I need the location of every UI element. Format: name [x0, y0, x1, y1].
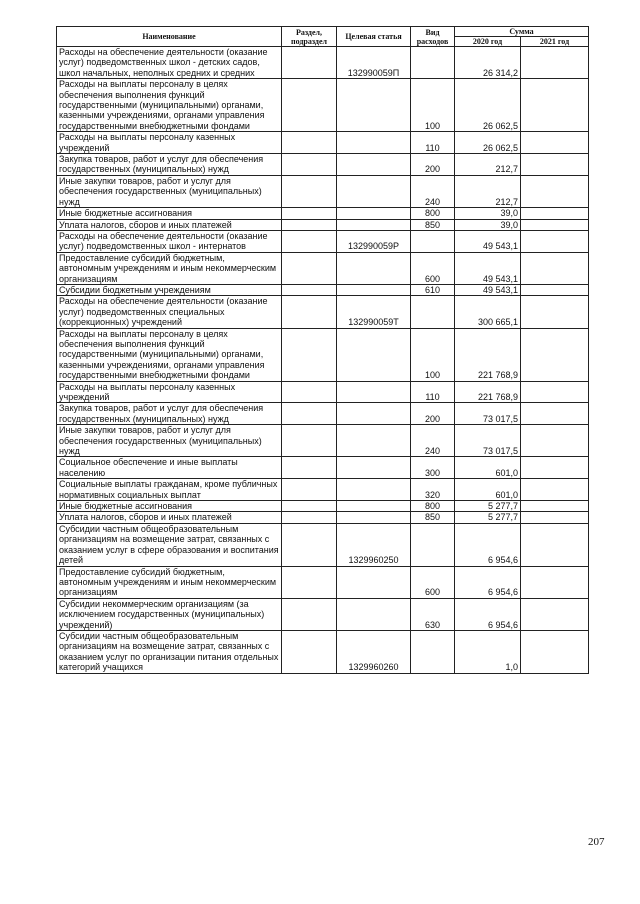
cell-target	[337, 566, 411, 598]
table-row	[57, 403, 589, 425]
cell-2020: 73 017,5	[455, 403, 521, 425]
table-row	[57, 208, 589, 219]
header-name: Наименование	[57, 27, 282, 47]
cell-2020: 6 954,6	[455, 598, 521, 630]
cell-target: 132990059Р	[337, 230, 411, 252]
cell-section	[282, 598, 337, 630]
cell-2021	[521, 219, 589, 230]
cell-type: 610	[411, 284, 455, 295]
cell-target	[337, 252, 411, 284]
cell-name: Социальное обеспечение и иные выплаты населению	[57, 457, 282, 479]
budget-table	[56, 26, 589, 674]
cell-target: 132990059Т	[337, 296, 411, 328]
table-row	[57, 630, 589, 673]
cell-2021	[521, 132, 589, 154]
cell-2021	[521, 328, 589, 381]
table-row	[57, 230, 589, 252]
cell-section	[282, 132, 337, 154]
cell-2020: 5 277,7	[455, 512, 521, 523]
cell-name: Закупка товаров, работ и услуг для обеспечения государственных (муниципальных) нужд	[57, 403, 282, 425]
cell-target	[337, 457, 411, 479]
cell-target	[337, 154, 411, 176]
cell-section	[282, 425, 337, 457]
cell-2021	[521, 457, 589, 479]
table-row	[57, 457, 589, 479]
table-row	[57, 47, 589, 79]
cell-target: 1329960260	[337, 630, 411, 673]
table-row	[57, 512, 589, 523]
cell-2021	[521, 501, 589, 512]
table-row	[57, 79, 589, 132]
cell-type	[411, 630, 455, 673]
cell-name: Субсидии частным общеобразовательным организациям на возмещение затрат, связанных с оказанием услуг по организации питания отдельных категорий учащихся	[57, 630, 282, 673]
cell-name: Уплата налогов, сборов и иных платежей	[57, 512, 282, 523]
cell-type: 600	[411, 252, 455, 284]
cell-section	[282, 47, 337, 79]
cell-section	[282, 381, 337, 403]
cell-name: Субсидии бюджетным учреждениям	[57, 284, 282, 295]
table-row	[57, 252, 589, 284]
cell-type: 600	[411, 566, 455, 598]
header-year-2020: 2020 год	[455, 37, 521, 47]
table-row	[57, 479, 589, 501]
cell-2020: 49 543,1	[455, 230, 521, 252]
cell-section	[282, 501, 337, 512]
cell-type	[411, 47, 455, 79]
cell-section	[282, 154, 337, 176]
cell-type	[411, 523, 455, 566]
cell-2021	[521, 566, 589, 598]
header-target: Целевая статья	[337, 27, 411, 47]
table-body	[57, 47, 589, 674]
cell-name: Субсидии некоммерческим организациям (за исключением государственных (муниципальных) учреждений)	[57, 598, 282, 630]
cell-section	[282, 175, 337, 207]
table-row	[57, 328, 589, 381]
cell-type: 200	[411, 154, 455, 176]
cell-target	[337, 219, 411, 230]
cell-section	[282, 208, 337, 219]
cell-2020: 5 277,7	[455, 501, 521, 512]
cell-name: Расходы на выплаты персоналу казенных учреждений	[57, 381, 282, 403]
cell-type: 800	[411, 208, 455, 219]
cell-name: Иные бюджетные ассигнования	[57, 501, 282, 512]
cell-name: Расходы на выплаты персоналу в целях обеспечения выполнения функций государственными (муниципальными) органами, казенными учреждениями, органами управления государственными внебюджетными фондами	[57, 79, 282, 132]
cell-2021	[521, 403, 589, 425]
cell-type: 240	[411, 175, 455, 207]
cell-name: Расходы на выплаты персоналу казенных учреждений	[57, 132, 282, 154]
cell-2021	[521, 284, 589, 295]
cell-2021	[521, 79, 589, 132]
cell-target	[337, 381, 411, 403]
cell-section	[282, 219, 337, 230]
cell-section	[282, 79, 337, 132]
cell-2020: 601,0	[455, 479, 521, 501]
cell-target	[337, 403, 411, 425]
table-row	[57, 219, 589, 230]
cell-section	[282, 512, 337, 523]
cell-2020: 49 543,1	[455, 284, 521, 295]
cell-2021	[521, 425, 589, 457]
cell-type: 300	[411, 457, 455, 479]
cell-type: 800	[411, 501, 455, 512]
cell-2021	[521, 296, 589, 328]
cell-2021	[521, 381, 589, 403]
cell-type	[411, 230, 455, 252]
cell-type: 630	[411, 598, 455, 630]
cell-type: 850	[411, 512, 455, 523]
cell-2020: 300 665,1	[455, 296, 521, 328]
cell-section	[282, 523, 337, 566]
cell-2020: 39,0	[455, 219, 521, 230]
cell-target	[337, 208, 411, 219]
cell-name: Иные бюджетные ассигнования	[57, 208, 282, 219]
cell-section	[282, 403, 337, 425]
cell-target	[337, 479, 411, 501]
table-row	[57, 296, 589, 328]
cell-type: 110	[411, 132, 455, 154]
table-header	[57, 27, 589, 47]
cell-type: 110	[411, 381, 455, 403]
cell-name: Предоставление субсидий бюджетным, автономным учреждениям и иным некоммерческим организациям	[57, 252, 282, 284]
cell-2020: 73 017,5	[455, 425, 521, 457]
cell-section	[282, 566, 337, 598]
table-row	[57, 523, 589, 566]
cell-2020: 601,0	[455, 457, 521, 479]
cell-target: 1329960250	[337, 523, 411, 566]
cell-2020: 26 314,2	[455, 47, 521, 79]
table-row	[57, 381, 589, 403]
cell-2020: 212,7	[455, 175, 521, 207]
cell-2020: 26 062,5	[455, 132, 521, 154]
cell-name: Субсидии частным общеобразовательным организациям на возмещение затрат, связанных с оказанием услуг в сфере образования и воспитания детей	[57, 523, 282, 566]
cell-name: Расходы на обеспечение деятельности (оказание услуг) подведомственных школ - интернатов	[57, 230, 282, 252]
cell-2021	[521, 479, 589, 501]
cell-type: 100	[411, 79, 455, 132]
cell-type: 200	[411, 403, 455, 425]
cell-2020: 26 062,5	[455, 79, 521, 132]
cell-2020: 6 954,6	[455, 566, 521, 598]
header-sum: Сумма	[455, 27, 589, 37]
cell-target	[337, 328, 411, 381]
table-row	[57, 284, 589, 295]
table-row	[57, 175, 589, 207]
cell-target	[337, 425, 411, 457]
cell-type	[411, 296, 455, 328]
page-number: 207	[588, 836, 605, 848]
cell-target	[337, 598, 411, 630]
cell-2021	[521, 630, 589, 673]
table-row	[57, 425, 589, 457]
cell-section	[282, 296, 337, 328]
cell-type: 320	[411, 479, 455, 501]
table-row	[57, 598, 589, 630]
table-row	[57, 566, 589, 598]
cell-name: Уплата налогов, сборов и иных платежей	[57, 219, 282, 230]
cell-name: Расходы на выплаты персоналу в целях обеспечения выполнения функций государственными (муниципальными) органами, казенными учреждениями, органами управления государственными внебюджетными фондами	[57, 328, 282, 381]
cell-2021	[521, 512, 589, 523]
cell-section	[282, 479, 337, 501]
cell-name: Иные закупки товаров, работ и услуг для обеспечения государственных (муниципальных) нужд	[57, 175, 282, 207]
cell-target	[337, 175, 411, 207]
cell-2020: 221 768,9	[455, 328, 521, 381]
cell-target	[337, 132, 411, 154]
cell-name: Предоставление субсидий бюджетным, автономным учреждениям и иным некоммерческим организациям	[57, 566, 282, 598]
cell-section	[282, 252, 337, 284]
cell-name: Иные закупки товаров, работ и услуг для обеспечения государственных (муниципальных) нужд	[57, 425, 282, 457]
cell-2021	[521, 523, 589, 566]
header-year-2021: 2021 год	[521, 37, 589, 47]
cell-target	[337, 501, 411, 512]
cell-section	[282, 284, 337, 295]
header-section: Раздел, подраздел	[282, 27, 337, 47]
cell-2020: 221 768,9	[455, 381, 521, 403]
table-row	[57, 154, 589, 176]
cell-2021	[521, 154, 589, 176]
cell-section	[282, 230, 337, 252]
cell-2020: 6 954,6	[455, 523, 521, 566]
cell-2021	[521, 230, 589, 252]
cell-2021	[521, 175, 589, 207]
cell-2020: 212,7	[455, 154, 521, 176]
header-type: Вид расходов	[411, 27, 455, 47]
cell-type: 240	[411, 425, 455, 457]
cell-section	[282, 457, 337, 479]
cell-2021	[521, 598, 589, 630]
cell-target: 132990059П	[337, 47, 411, 79]
cell-name: Расходы на обеспечение деятельности (оказание услуг) подведомственных школ - детских садов, школ начальных, неполных средних и средних	[57, 47, 282, 79]
cell-section	[282, 328, 337, 381]
cell-2021	[521, 208, 589, 219]
cell-2020: 1,0	[455, 630, 521, 673]
table-row	[57, 501, 589, 512]
cell-2021	[521, 47, 589, 79]
cell-name: Закупка товаров, работ и услуг для обеспечения государственных (муниципальных) нужд	[57, 154, 282, 176]
cell-name: Социальные выплаты гражданам, кроме публичных нормативных социальных выплат	[57, 479, 282, 501]
table-row	[57, 132, 589, 154]
cell-target	[337, 512, 411, 523]
cell-section	[282, 630, 337, 673]
cell-type: 850	[411, 219, 455, 230]
cell-2020: 39,0	[455, 208, 521, 219]
cell-name: Расходы на обеспечение деятельности (оказание услуг) подведомственных специальных (коррекционных) учреждений	[57, 296, 282, 328]
cell-target	[337, 284, 411, 295]
cell-2021	[521, 252, 589, 284]
cell-type: 100	[411, 328, 455, 381]
cell-2020: 49 543,1	[455, 252, 521, 284]
cell-target	[337, 79, 411, 132]
